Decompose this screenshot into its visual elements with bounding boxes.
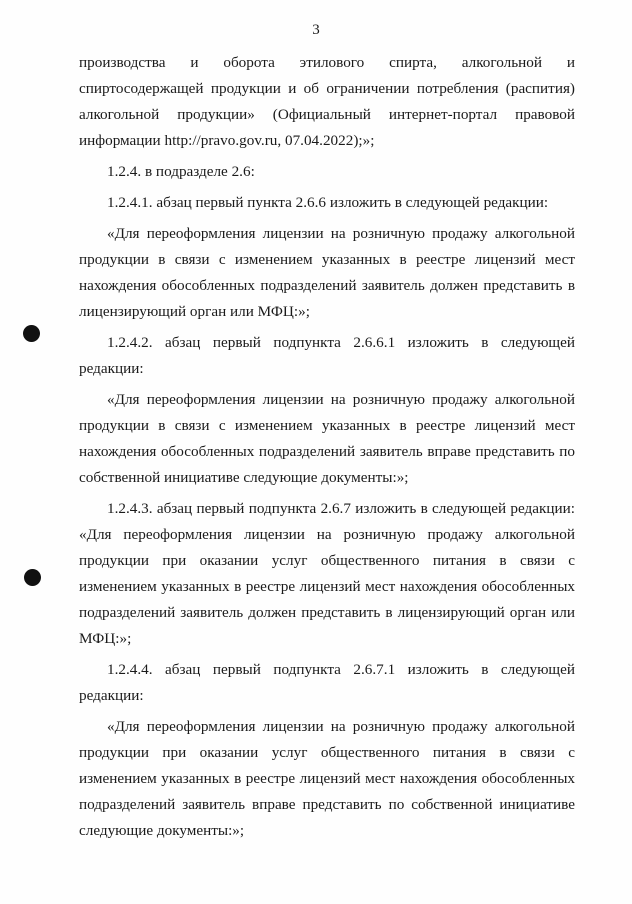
quoted-text-2-6-6: «Для переоформления лицензии на розничную продажу алкогольной продукции в связи с изменением указанных в реестре лицензий мест нахождения обособленных подразделений заявитель должен представить в лицензирующий орган или МФЦ:»; [79,225,575,320]
paragraph-1-2-4-3: 1.2.4.3. абзац первый подпункта 2.6.7 изложить в следующей редакции: «Для переоформления лицензии на розничную продажу алкогольной продукции при оказании услуг общественного питания в связи с изменением указанных в реестре лицензий мест нахождения обособленных подразделений заявитель должен представить в лицензирующий орган или МФЦ:»; [79,500,575,647]
quoted-text-2-6-7-1: «Для переоформления лицензии на розничную продажу алкогольной продукции при оказании услуг общественного питания в связи с изменением указанных в реестре лицензий мест нахождения обособленных подразделений заявитель вправе представить по собственной инициативе следующие документы:»; [79,718,575,839]
page-number: 3 [312,22,320,38]
punch-hole-mark [23,325,40,342]
document-body [79,50,575,849]
quoted-text-2-6-6-1: «Для переоформления лицензии на розничную продажу алкогольной продукции в связи с изменением указанных в реестре лицензий мест нахождения обособленных подразделений заявитель вправе представить по собственной инициативе следующие документы:»; [79,391,575,486]
paragraph-1-2-4-4: 1.2.4.4. абзац первый подпункта 2.6.7.1 изложить в следующей редакции: [79,661,575,704]
paragraph-1-2-4-2: 1.2.4.2. абзац первый подпункта 2.6.6.1 изложить в следующей редакции: [79,334,575,377]
paragraph-continuation: производства и оборота этилового спирта, алкогольной и спиртосодержащей продукции и об ограничении потребления (распития) алкогольной продукции» (Официальный интернет-портал правовой информации http://pravo.gov.ru, 07.04.2022);»; [79,54,575,149]
paragraph-1-2-4: 1.2.4. в подразделе 2.6: [107,163,255,180]
paragraph-1-2-4-1: 1.2.4.1. абзац первый пункта 2.6.6 изложить в следующей редакции: [107,194,549,211]
punch-hole-mark [24,569,41,586]
